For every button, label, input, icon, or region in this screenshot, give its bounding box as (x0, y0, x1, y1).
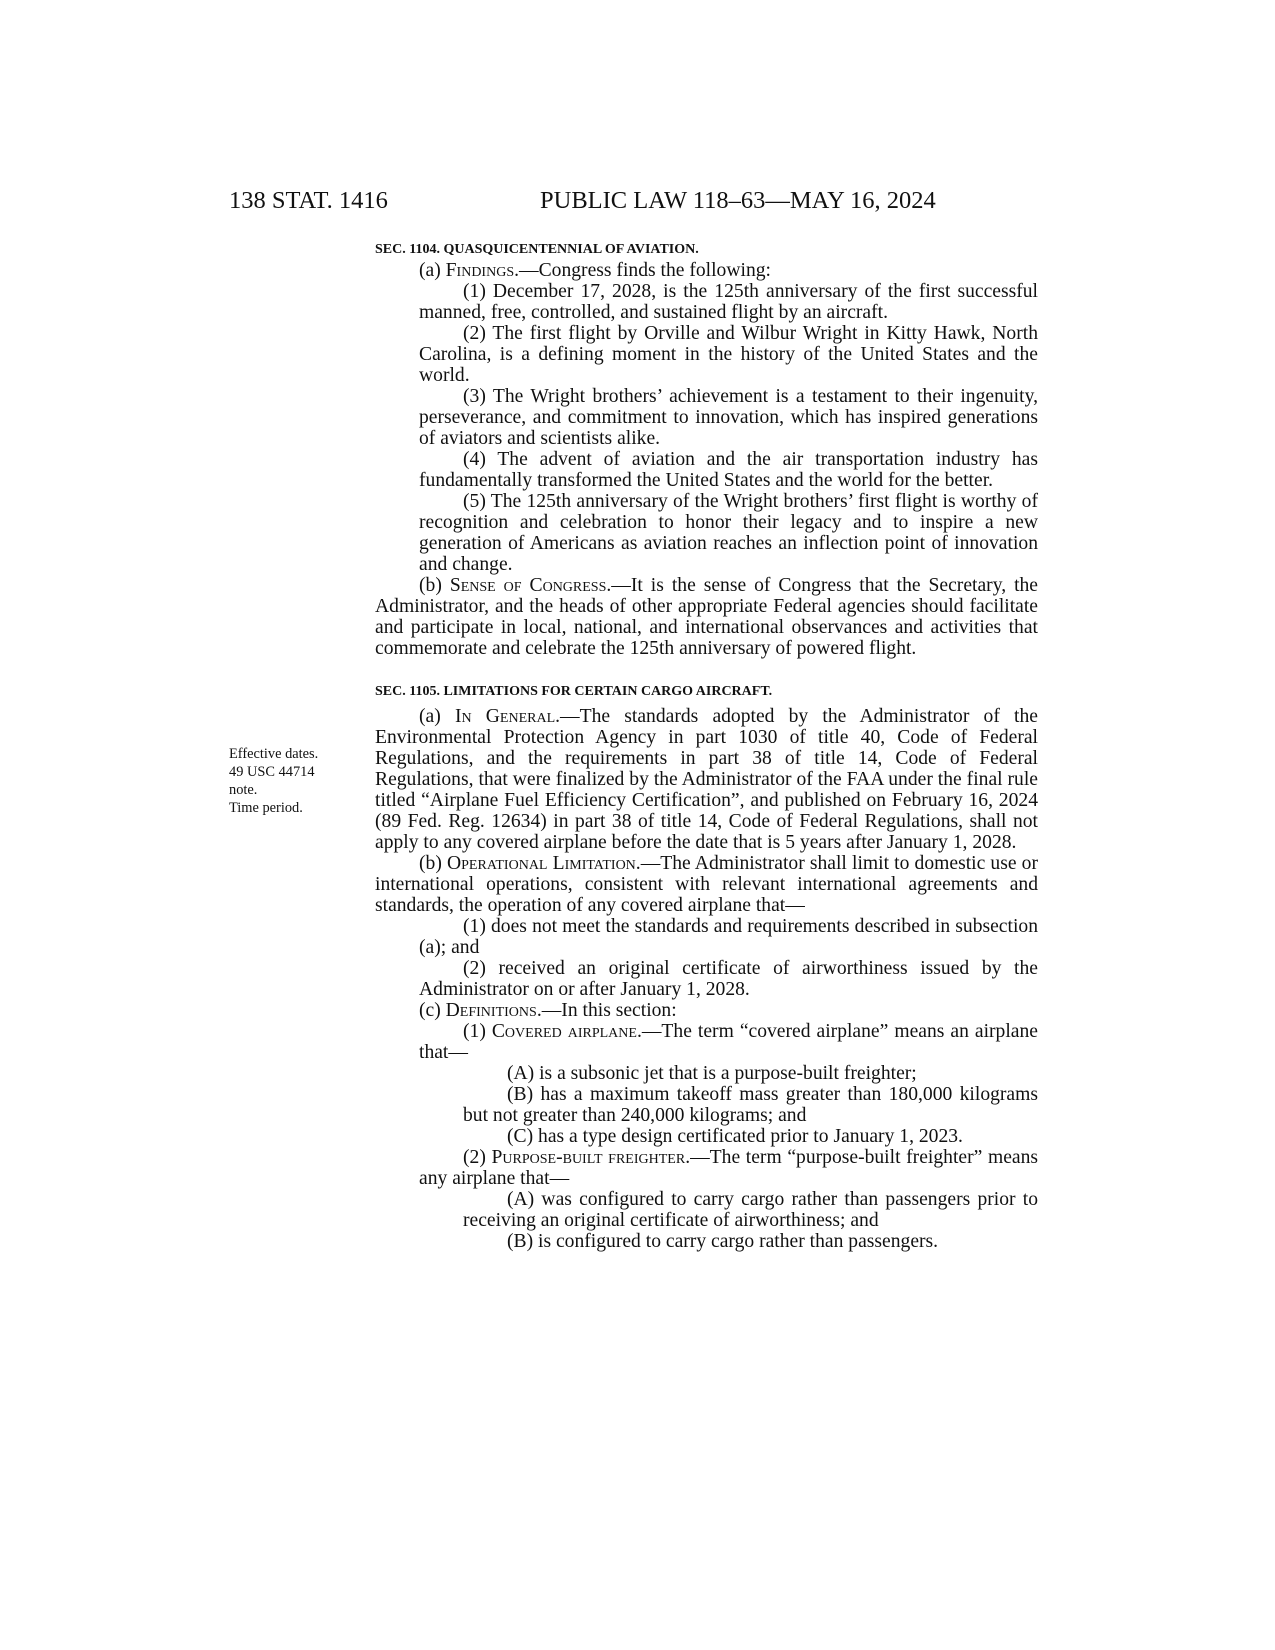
section-1104-heading: SEC. 1104. QUASQUICENTENNIAL OF AVIATION. (375, 242, 699, 257)
margin-note: 49 USC 44714 (229, 764, 315, 780)
section-1105-heading: SEC. 1105. LIMITATIONS FOR CERTAIN CARGO AIRCRAFT. (375, 684, 773, 699)
subsection-b-sense-of-congress: (b) Sense of Congress.—It is the sense of Congress that the Secretary, the Administrator, and the heads of other appropriate Federal agencies should facilitate and participate in local, national, and international observances and activities that commemorate and celebrate the 125th anniversary of powered flight. (375, 575, 1039, 659)
running-header (0, 187, 1275, 221)
subsection-b-operational-limitation: (b) Operational Limitation.—The Administrator shall limit to domestic use or international operations, consistent with relevant international agreements and standards, the operation of any covered airplane that— (375, 853, 1039, 916)
freighter-item-a: (A) was configured to carry cargo rather than passengers prior to receiving an original certificate of airworthiness; and (463, 1189, 1038, 1231)
margin-notes (229, 745, 339, 817)
page-folio: 138 STAT. 1416 (229, 187, 388, 214)
margin-note: Time period. (229, 800, 303, 816)
covered-airplane-item-b: (B) has a maximum takeoff mass greater than 180,000 kilograms but not greater than 240,000 kilograms; and (463, 1084, 1038, 1126)
definition-purpose-built-freighter: (2) Purpose-built freighter.—The term “purpose-built freighter” means any airplane that— (419, 1147, 1039, 1189)
subsection-a-in-general: (a) In General.—The standards adopted by the Administrator of the Environmental Protection Agency in part 1030 of title 40, Code of Federal Regulations, and the requirements in part 38 of title 14, Code of Federal Regulations, that were finalized by the Administrator of the FAA under the final rule titled “Airplane Fuel Efficiency Certification”, and published on February 16, 2024 (89 Fed. Reg. 12634) in part 38 of title 14, Code of Federal Regulations, shall not apply to any covered airplane before the date that is 5 years after January 1, 2028. (375, 706, 1038, 853)
limitation-item-1: (1) does not meet the standards and requirements described in subsection (a); and (419, 916, 1038, 958)
statute-body (375, 240, 1038, 1252)
limitation-item-2: (2) received an original certificate of airworthiness issued by the Administrator on or after January 1, 2028. (419, 958, 1038, 1000)
margin-note: Effective dates. (229, 746, 319, 762)
public-law-title: PUBLIC LAW 118–63—MAY 16, 2024 (540, 187, 936, 214)
finding-3: (3) The Wright brothers’ achievement is a testament to their ingenuity, perseverance, and commitment to innovation, which has inspired generations of aviators and scientists alike. (419, 386, 1038, 449)
covered-airplane-item-c: (C) has a type design certificated prior to January 1, 2023. (507, 1126, 963, 1147)
subsection-a-findings: (a) Findings.—Congress finds the following: (419, 260, 771, 281)
definition-covered-airplane: (1) Covered airplane.—The term “covered airplane” means an airplane that— (419, 1021, 1038, 1063)
finding-5: (5) The 125th anniversary of the Wright brothers’ first flight is worthy of recognition and celebration to honor their legacy and to inspire a new generation of Americans as aviation reaches an inflection point of innovation and change. (419, 491, 1038, 575)
finding-1: (1) December 17, 2028, is the 125th anniversary of the first successful manned, free, controlled, and sustained flight by an aircraft. (419, 281, 1038, 323)
finding-4: (4) The advent of aviation and the air transportation industry has fundamentally transformed the United States and the world for the better. (419, 449, 1038, 491)
subsection-c-definitions: (c) Definitions.—In this section: (419, 1000, 677, 1021)
covered-airplane-item-a: (A) is a subsonic jet that is a purpose-built freighter; (507, 1063, 917, 1084)
margin-note: note. (229, 782, 258, 798)
finding-2: (2) The first flight by Orville and Wilbur Wright in Kitty Hawk, North Carolina, is a defining moment in the history of the United States and the world. (419, 323, 1038, 386)
freighter-item-b: (B) is configured to carry cargo rather than passengers. (507, 1231, 939, 1252)
